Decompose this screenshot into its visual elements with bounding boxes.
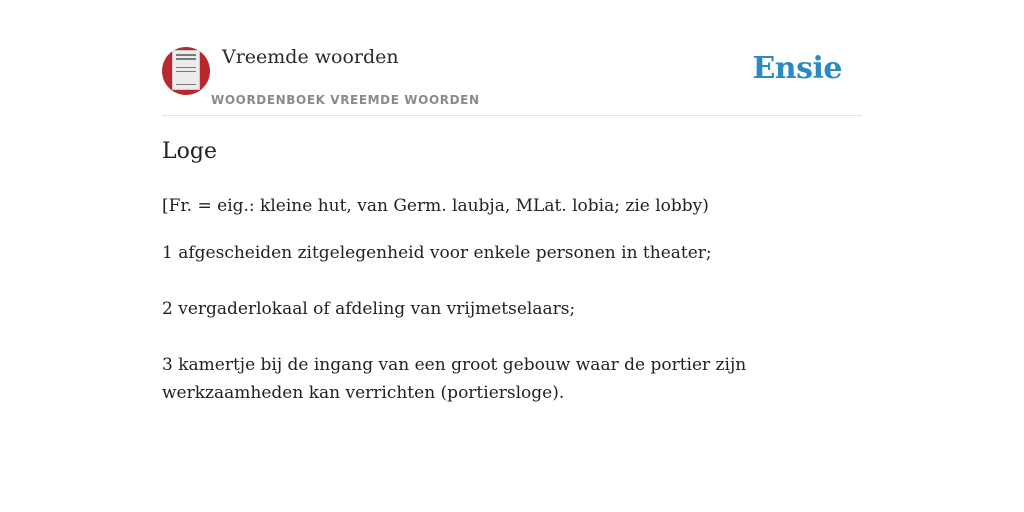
etymology-text: [Fr. = eig.: kleine hut, van Germ. laubja, MLat. lobia; zie lobby) [162, 196, 709, 216]
entry-title: Loge [162, 139, 217, 164]
cover-line [176, 54, 196, 56]
site-title-link[interactable]: Vreemde woorden [222, 46, 399, 68]
cover-line [176, 71, 196, 72]
definition-item: 3 kamertje bij de ingang van een groot gebouw waar de portier zijn werkzaamheden kan verrichten (portiersloge). [162, 355, 747, 403]
cover-line [176, 58, 196, 60]
cover-line [176, 67, 196, 68]
page-container [162, 0, 862, 512]
definition-item: 2 vergaderlokaal of afdeling van vrijmetselaars; [162, 299, 576, 319]
book-cover-shape [172, 50, 200, 90]
cover-line [176, 84, 196, 85]
definition-item: 1 afgescheiden zitgelegenheid voor enkele personen in theater; [162, 243, 712, 263]
site-subtitle: WOORDENBOEK VREEMDE WOORDEN [211, 93, 480, 107]
book-cover-icon[interactable] [162, 47, 210, 95]
header [162, 0, 862, 116]
brand-logo-link[interactable]: Ensie [752, 51, 842, 86]
